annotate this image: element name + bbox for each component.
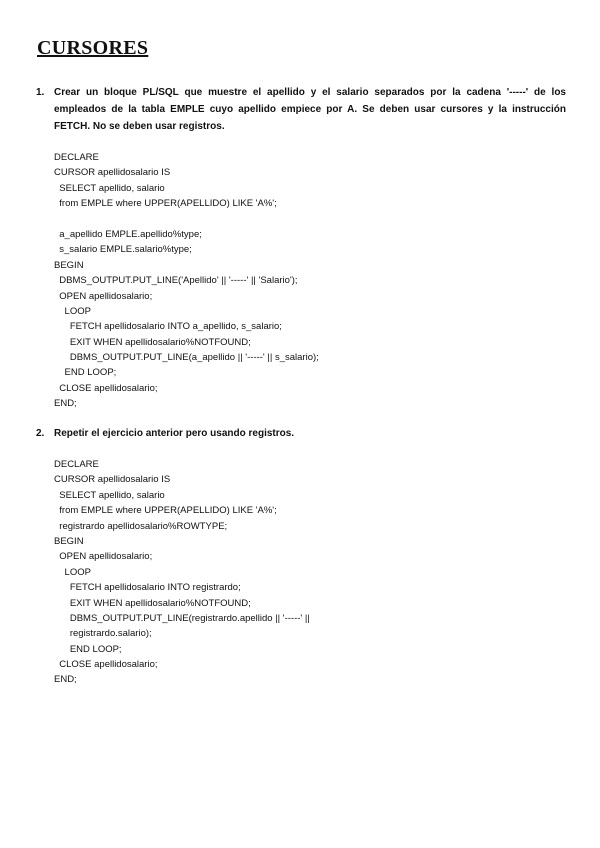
- code-line: SELECT apellido, salario: [54, 182, 165, 194]
- code-line: END LOOP;: [54, 367, 117, 379]
- code-line: END LOOP;: [54, 643, 122, 655]
- code-line: BEGIN: [54, 259, 84, 271]
- code-line: registrardo.salario);: [54, 628, 152, 640]
- code-line: DBMS_OUTPUT.PUT_LINE(a_apellido || '-----' || s_salario);: [54, 352, 319, 364]
- code-block: [54, 457, 566, 688]
- code-line: a_apellido EMPLE.apellido%type;: [54, 228, 202, 240]
- code-line: DBMS_OUTPUT.PUT_LINE('Apellido' || '-----' || 'Salario');: [54, 275, 298, 287]
- code-line: DECLARE: [54, 459, 99, 470]
- code-line: from EMPLE where UPPER(APELLIDO) LIKE 'A%';: [54, 198, 277, 210]
- code-line: FETCH apellidosalario INTO registrardo;: [54, 582, 241, 594]
- exercise-2: [36, 425, 566, 688]
- code-line: s_salario EMPLE.salario%type;: [54, 244, 192, 256]
- code-line: DBMS_OUTPUT.PUT_LINE(registrardo.apellido || '-----' ||: [54, 612, 310, 624]
- code-line: EXIT WHEN apellidosalario%NOTFOUND;: [54, 336, 251, 348]
- code-line: CLOSE apellidosalario;: [54, 382, 158, 394]
- code-line: OPEN apellidosalario;: [54, 290, 153, 302]
- code-line: LOOP: [54, 566, 91, 578]
- code-line: SELECT apellido, salario: [54, 489, 165, 501]
- code-line: from EMPLE where UPPER(APELLIDO) LIKE 'A%';: [54, 505, 277, 517]
- code-line: BEGIN: [54, 535, 84, 547]
- exercise-question: [36, 425, 566, 442]
- code-line: END;: [54, 398, 77, 410]
- code-line: OPEN apellidosalario;: [54, 551, 153, 563]
- exercise-number: 2.: [36, 428, 45, 439]
- code-line: EXIT WHEN apellidosalario%NOTFOUND;: [54, 597, 251, 609]
- code-line: DECLARE: [54, 152, 99, 163]
- exercise-question: [36, 84, 566, 135]
- code-line: LOOP: [54, 305, 91, 317]
- code-line: [54, 212, 566, 227]
- code-line: CLOSE apellidosalario;: [54, 659, 158, 671]
- code-line: END;: [54, 674, 77, 686]
- exercise-1: [36, 84, 566, 412]
- code-line: registrardo apellidosalario%ROWTYPE;: [54, 520, 228, 532]
- exercise-number: 1.: [36, 87, 45, 98]
- code-block: [54, 150, 566, 412]
- page-title: CURSORES: [37, 37, 149, 59]
- code-line: CURSOR apellidosalario IS: [54, 167, 171, 179]
- exercise-statement: Crear un bloque PL/SQL que muestre el apellido y el salario separados por la cadena '-----' de los empleados de la tabla EMPLE cuyo apellido empiece por A. Se deben usar cursores y la instrucción FETCH. No se deben usar registros.: [54, 87, 566, 132]
- code-line: CURSOR apellidosalario IS: [54, 474, 171, 486]
- exercise-statement: Repetir el ejercicio anterior pero usando registros.: [54, 428, 295, 439]
- code-line: FETCH apellidosalario INTO a_apellido, s_salario;: [54, 321, 282, 333]
